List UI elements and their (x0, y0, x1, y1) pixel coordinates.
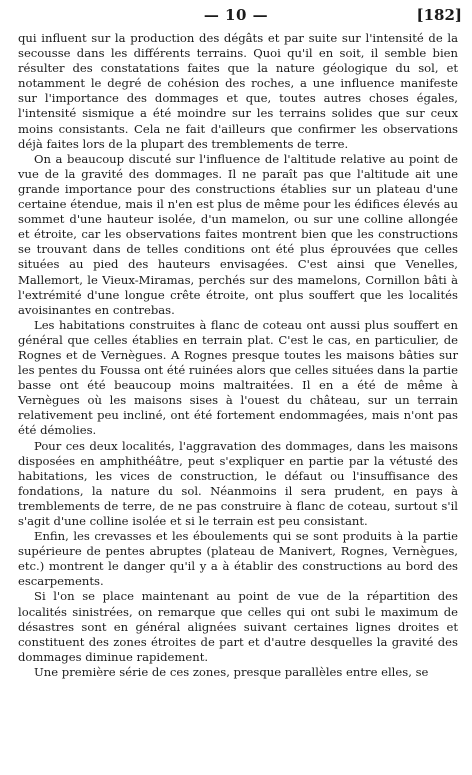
paragraph: Les habitations construites à flanc de coteau ont aussi plus souffert en général que celles établies en terrain plat. C'est le cas, en particulier, de Rognes et de Vernègues. A Rognes presque toutes les maisons bâties sur les pentes du Foussa ont été ruinées alors que celles situées dans la partie basse ont été beaucoup moins maltraitées. Il en a été de même à Vernègues où les maisons sises à l'ouest du château, sur un terrain relativement peu incliné, ont été fortement endommagées, mais n'ont pas été démolies. (18, 317, 458, 438)
paragraph: Pour ces deux localités, l'aggravation des dommages, dans les maisons disposées en amphithéâtre, peut s'expliquer en partie par la vétusté des habitations, les vices de construction, le défaut ou l'insuffisance des fondations, la nature du sol. Néanmoins il sera prudent, en pays à tremblements de terre, de ne pas construire à flanc de coteau, surtout s'il s'agit d'une colline isolée et si le terrain est peu consistant. (18, 438, 458, 528)
paragraph: Si l'on se place maintenant au point de vue de la répartition des localités sinistrées, on remarque que celles qui ont subi le maximum de désastres sont en général alignées suivant certaines lignes droites et constituent des zones étroites de part et d'autre desquelles la gravité des dommages diminue rapidement. (18, 589, 458, 664)
paragraph: Une première série de ces zones, presque parallèles entre elles, se (34, 664, 429, 679)
page-number: — 10 — (203, 6, 269, 24)
page-header (0, 6, 472, 28)
paragraph: On a beaucoup discuté sur l'influence de l'altitude relative au point de vue de la gravité des dommages. Il ne paraît pas que l'altitude ait une grande importance pour des constructions établies sur un plateau d'une certaine étendue, mais il n'en est plus de même pour les édifices élevés au sommet d'une hauteur isolée, d'un mamelon, ou sur une colline allongée et étroite, car les observations faites montrent bien que les constructions se trouvant dans de telles conditions ont été plus éprouvées que celles situées au pied des hauteurs envisagées. C'est ainsi que Venelles, Mallemort, le Vieux-Miramas, perchés sur des mamelons, Cornillon bâti à l'extrémité d'une longue crête étroite, ont plus souffert que les localités avoisinantes en contrebas. (18, 151, 458, 317)
document-body (18, 31, 458, 680)
paragraph: Enfin, les crevasses et les éboulements qui se sont produits à la partie supérieure de pentes abruptes (plateau de Manivert, Rognes, Vernègues, etc.) montrent le danger qu'il y a à établir des constructions au bord des escarpements. (18, 529, 458, 589)
original-page-number: [182] (416, 6, 462, 24)
paragraph: qui influent sur la production des dégâts et par suite sur l'intensité de la secousse dans les différents terrains. Quoi qu'il en soit, il semble bien résulter des constatations faites que la nature géologique du sol, et notamment le degré de cohésion des roches, a une influence manifeste sur l'importance des dommages et que, toutes autres choses égales, l'intensité sismique a été moindre sur les terrains solides que sur ceux moins consistants. Cela ne fait d'ailleurs que confirmer les observations déjà faites lors de la plupart des tremblements de terre. (18, 31, 458, 151)
